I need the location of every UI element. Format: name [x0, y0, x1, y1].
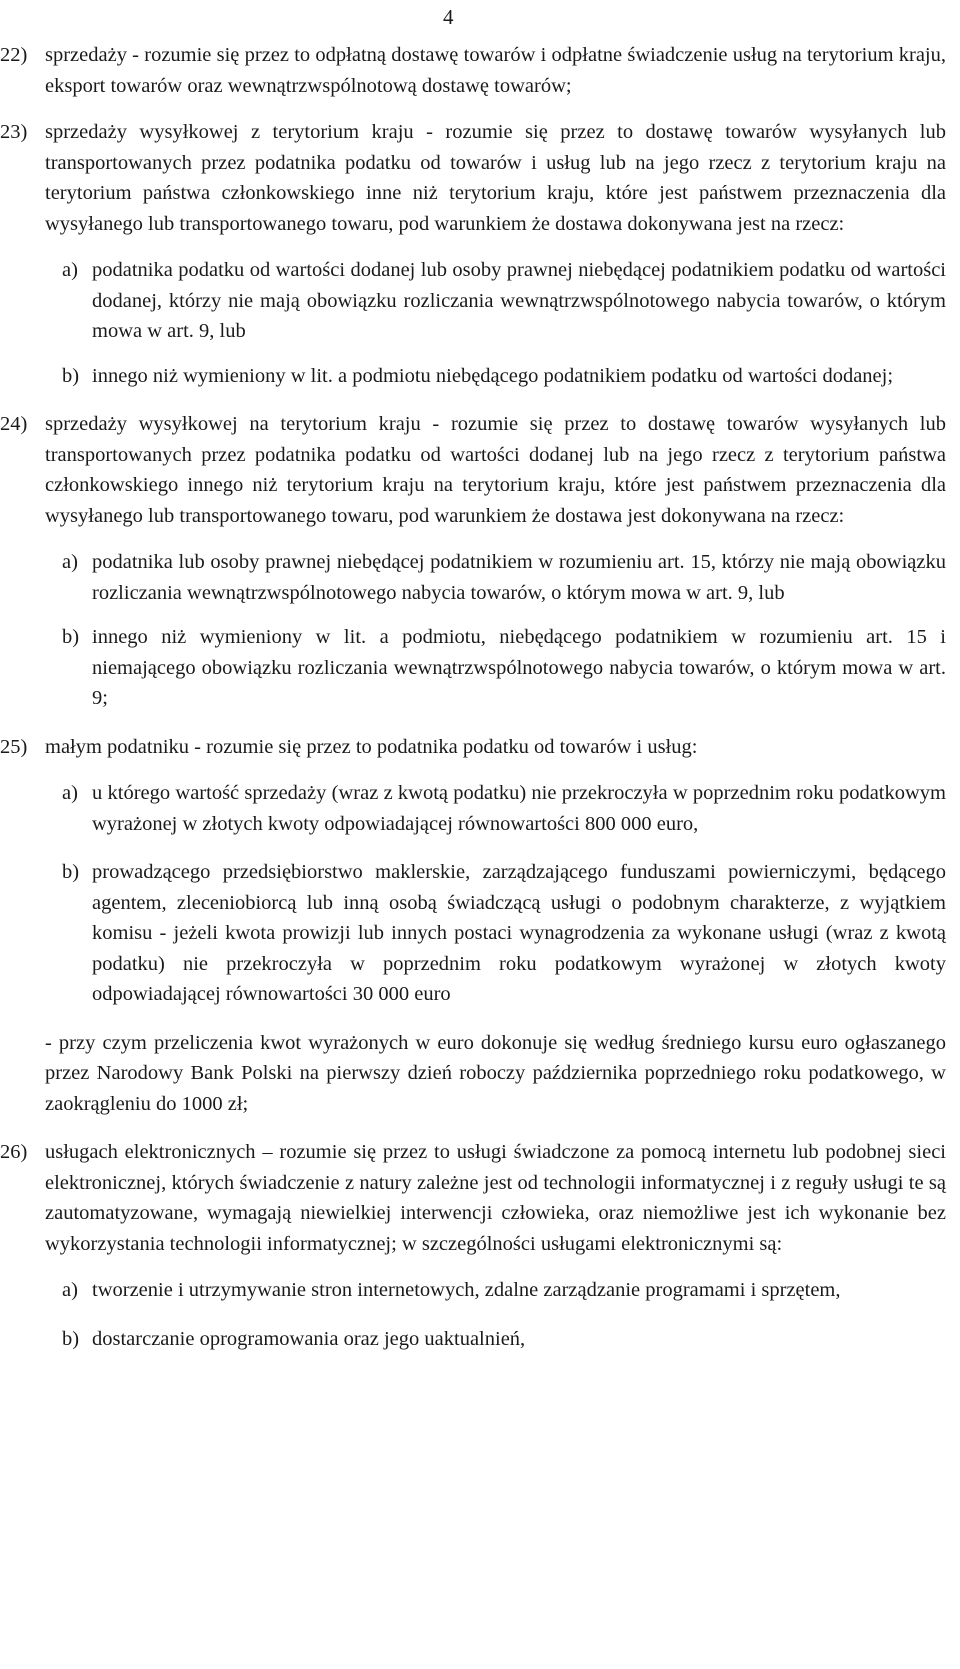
sub-item-text: podatnika lub osoby prawnej niebędącej podatnikiem w rozumieniu art. 15, którzy nie mają obowiązku rozliczania wewnątrzwspólnotowego nabycia towarów, o którym mowa w art. 9, lub	[92, 551, 946, 604]
sub-item-letter: a)	[62, 1279, 78, 1301]
page-number: 4	[443, 5, 454, 29]
item-text: sprzedaży wysyłkowej z terytorium kraju - rozumie się przez to dostawę towarów wysyłanych lub transportowanych przez podatnika podatku od towarów i usług lub na jego rzecz z terytorium kraju na terytorium państwa członkowskiego inne niż terytorium kraju, które jest państwem przeznaczenia dla wysyłanego lub transportowanego towaru, pod warunkiem że dostawa dokonywana jest na rzecz:	[45, 121, 946, 235]
sub-item-letter: a)	[62, 782, 78, 804]
sub-item-letter: b)	[62, 364, 80, 387]
sub-item-text: prowadzącego przedsiębiorstwo maklerskie, zarządzającego funduszami powierniczymi, będącego agentem, zleceniobiorcą lub inną osobą świadczącą usługi o podobnym charakterze, z wyjątkiem komisu - jeżeli kwota prowizji lub innych postaci wynagrodzenia za wykonane usługi (wraz z kwotą podatku) nie przekroczyła w poprzednim roku podatkowym wyrażonej w złotych kwoty odpowiadającej równowartości 30 000 euro	[92, 861, 946, 1005]
definition-item-25	[0, 732, 946, 763]
sub-item-text: innego niż wymieniony w lit. a podmiotu, niebędącego podatnikiem w rozumieniu art. 15 i niemającego obowiązku rozliczania wewnątrzwspólnotowego nabycia towarów, o którym mowa w art. 9;	[92, 626, 946, 709]
sub-item-text: podatnika podatku od wartości dodanej lub osoby prawnej niebędącej podatnikiem podatku od wartości dodanej, którzy nie mają obowiązku rozliczania wewnątrzwspólnotowego nabycia towarów, o którym mowa w art. 9, lub	[92, 259, 946, 342]
sub-item-24-a	[0, 547, 946, 608]
sub-item-25-b	[0, 857, 946, 1010]
item-25-note: - przy czym przeliczenia kwot wyrażonych w euro dokonuje się według średniego kursu euro ogłaszanego przez Narodowy Bank Polski na pierwszy dzień roboczy października poprzedniego roku podatkowego, w zaokrągleniu do 1000 zł;	[45, 1031, 946, 1115]
sub-item-23-a	[0, 255, 946, 347]
sub-item-letter: a)	[62, 259, 78, 281]
item-number: 24)	[0, 413, 28, 435]
definition-item-23	[0, 117, 946, 239]
sub-item-26-a	[0, 1275, 946, 1306]
sub-item-text: u którego wartość sprzedaży (wraz z kwotą podatku) nie przekroczyła w poprzednim roku podatkowym wyrażonej w złotych kwoty odpowiadającej równowartości 800 000 euro,	[92, 782, 946, 835]
item-text: usługach elektronicznych – rozumie się przez to usługi świadczone za pomocą internetu lub podobnej sieci elektronicznej, których świadczenie z natury zależne jest od technologii informatycznej i z reguły usługi te są zautomatyzowane, wymagają niewielkiej interwencji człowieka, oraz niemożliwe jest ich wykonanie bez wykorzystania technologii informatycznej; w szczególności usługami elektronicznymi są:	[45, 1141, 946, 1255]
sub-item-24-b	[0, 622, 946, 714]
item-number: 26)	[0, 1141, 28, 1163]
item-text: sprzedaży wysyłkowej na terytorium kraju - rozumie się przez to dostawę towarów wysyłanych lub transportowanych przez podatnika podatku od wartości dodanej lub na jego rzecz z terytorium państwa członkowskiego innego niż terytorium kraju na terytorium kraju, które jest państwem przeznaczenia dla wysyłanego lub transportowanego towaru, pod warunkiem że dostawa jest dokonywana na rzecz:	[45, 413, 946, 527]
sub-item-letter: b)	[62, 1327, 80, 1350]
sub-item-letter: a)	[62, 551, 78, 573]
sub-item-text: tworzenie i utrzymywanie stron internetowych, zdalne zarządzanie programami i sprzętem,	[92, 1279, 841, 1301]
item-text: sprzedaży - rozumie się przez to odpłatną dostawę towarów i odpłatne świadczenie usług na terytorium kraju, eksport towarów oraz wewnątrzwspólnotową dostawę towarów;	[45, 44, 946, 97]
item-number: 25)	[0, 735, 28, 758]
sub-item-25-a	[0, 778, 946, 839]
sub-item-23-b	[0, 361, 946, 392]
item-number: 23)	[0, 121, 28, 143]
document-content	[0, 40, 960, 1368]
sub-item-text: dostarczanie oprogramowania oraz jego uaktualnień,	[92, 1327, 526, 1350]
sub-item-text: innego niż wymieniony w lit. a podmiotu niebędącego podatnikiem podatku od wartości dodanej;	[92, 364, 894, 387]
sub-item-letter: b)	[62, 626, 80, 648]
item-text: małym podatniku - rozumie się przez to podatnika podatku od towarów i usług:	[45, 735, 698, 758]
definition-item-24	[0, 409, 946, 531]
sub-item-26-b	[0, 1324, 946, 1355]
sub-item-letter: b)	[62, 861, 80, 883]
definition-item-26	[0, 1137, 946, 1259]
item-number: 22)	[0, 44, 28, 66]
definition-item-22	[0, 40, 946, 101]
